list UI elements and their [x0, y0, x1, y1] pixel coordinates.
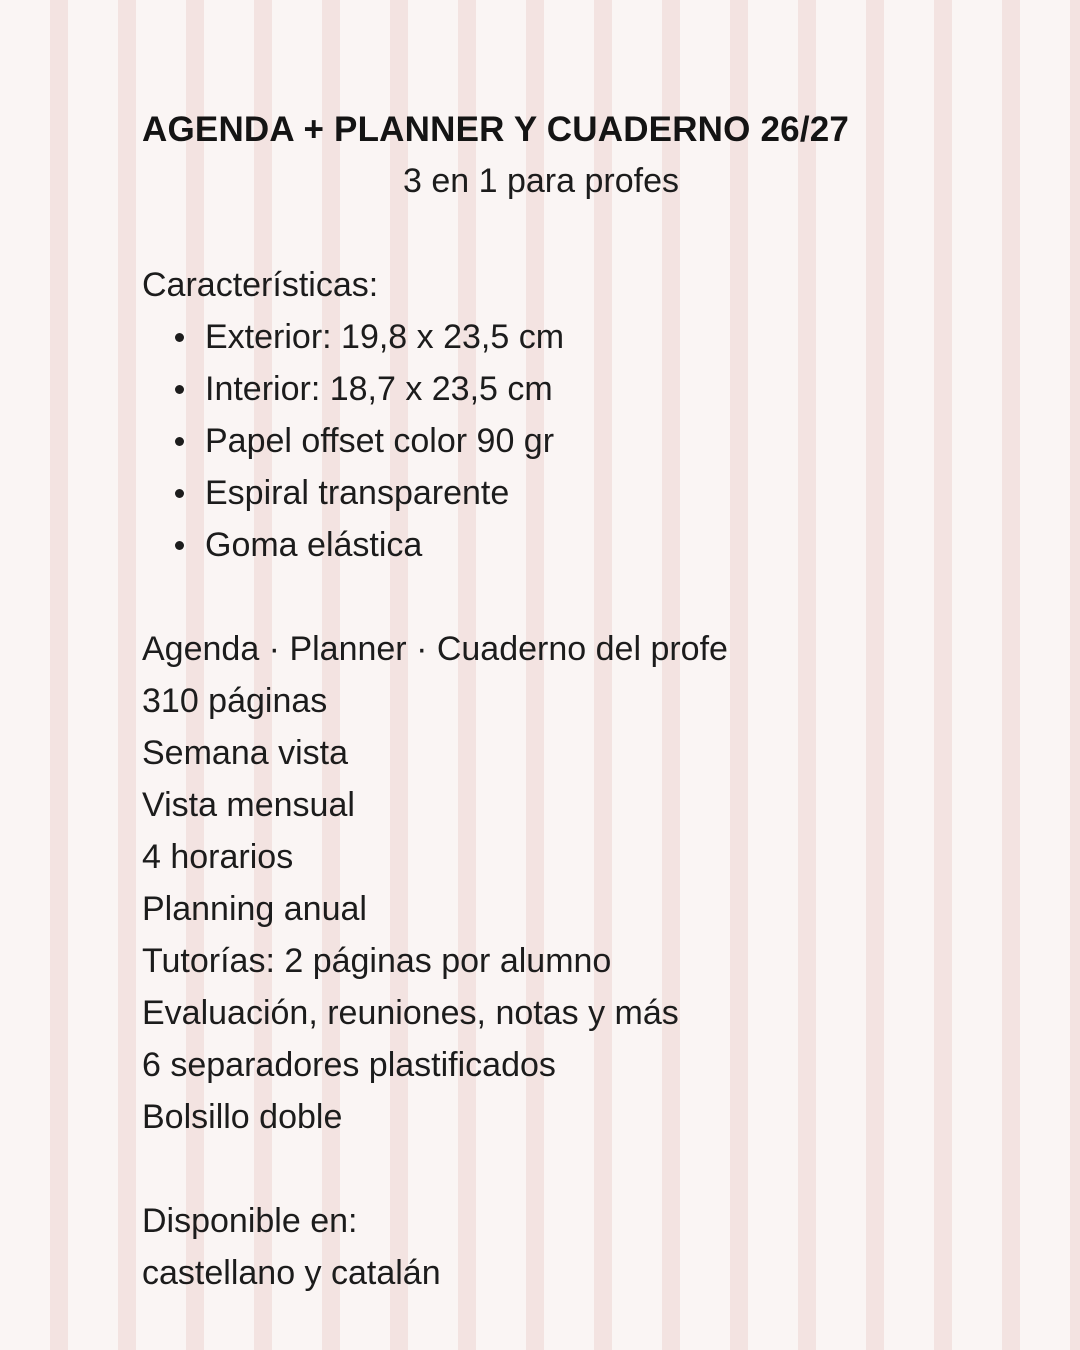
spec-text: Interior: 18,7 x 23,5 cm	[205, 370, 553, 408]
spec-text: Goma elástica	[205, 526, 423, 564]
bullet-icon	[175, 489, 184, 498]
content-line: Bolsillo doble	[142, 1098, 343, 1136]
content-line: Tutorías: 2 páginas por alumno	[142, 942, 612, 980]
bullet-icon	[175, 385, 184, 394]
product-title: AGENDA + PLANNER Y CUADERNO 26/27	[142, 110, 850, 149]
spec-text: Papel offset color 90 gr	[205, 422, 555, 460]
availability-heading: Disponible en:	[142, 1202, 358, 1240]
spacer	[142, 207, 962, 259]
spec-item	[142, 467, 962, 519]
product-subtitle: 3 en 1 para profes	[403, 162, 679, 200]
availability-languages: castellano y catalán	[142, 1254, 441, 1292]
product-description	[142, 105, 962, 1299]
content-line: Evaluación, reuniones, notas y más	[142, 994, 679, 1032]
spacer	[142, 1143, 962, 1195]
spec-item	[142, 519, 962, 571]
spacer	[142, 571, 962, 623]
content-line: Planning anual	[142, 890, 367, 928]
spec-text: Espiral transparente	[205, 474, 510, 512]
specs-list	[142, 311, 962, 571]
spec-item	[142, 415, 962, 467]
spec-item	[142, 363, 962, 415]
contents-list	[142, 623, 962, 1143]
content-line: Agenda · Planner · Cuaderno del profe	[142, 630, 728, 668]
content-line: Vista mensual	[142, 786, 355, 824]
spec-item	[142, 311, 962, 363]
content-line: 4 horarios	[142, 838, 294, 876]
spec-text: Exterior: 19,8 x 23,5 cm	[205, 318, 565, 356]
specs-heading: Características:	[142, 266, 379, 304]
bullet-icon	[175, 333, 184, 342]
content-line: 310 páginas	[142, 682, 328, 720]
content-line: 6 separadores plastificados	[142, 1046, 556, 1084]
bullet-icon	[175, 437, 184, 446]
content-line: Semana vista	[142, 734, 348, 772]
bullet-icon	[175, 541, 184, 550]
